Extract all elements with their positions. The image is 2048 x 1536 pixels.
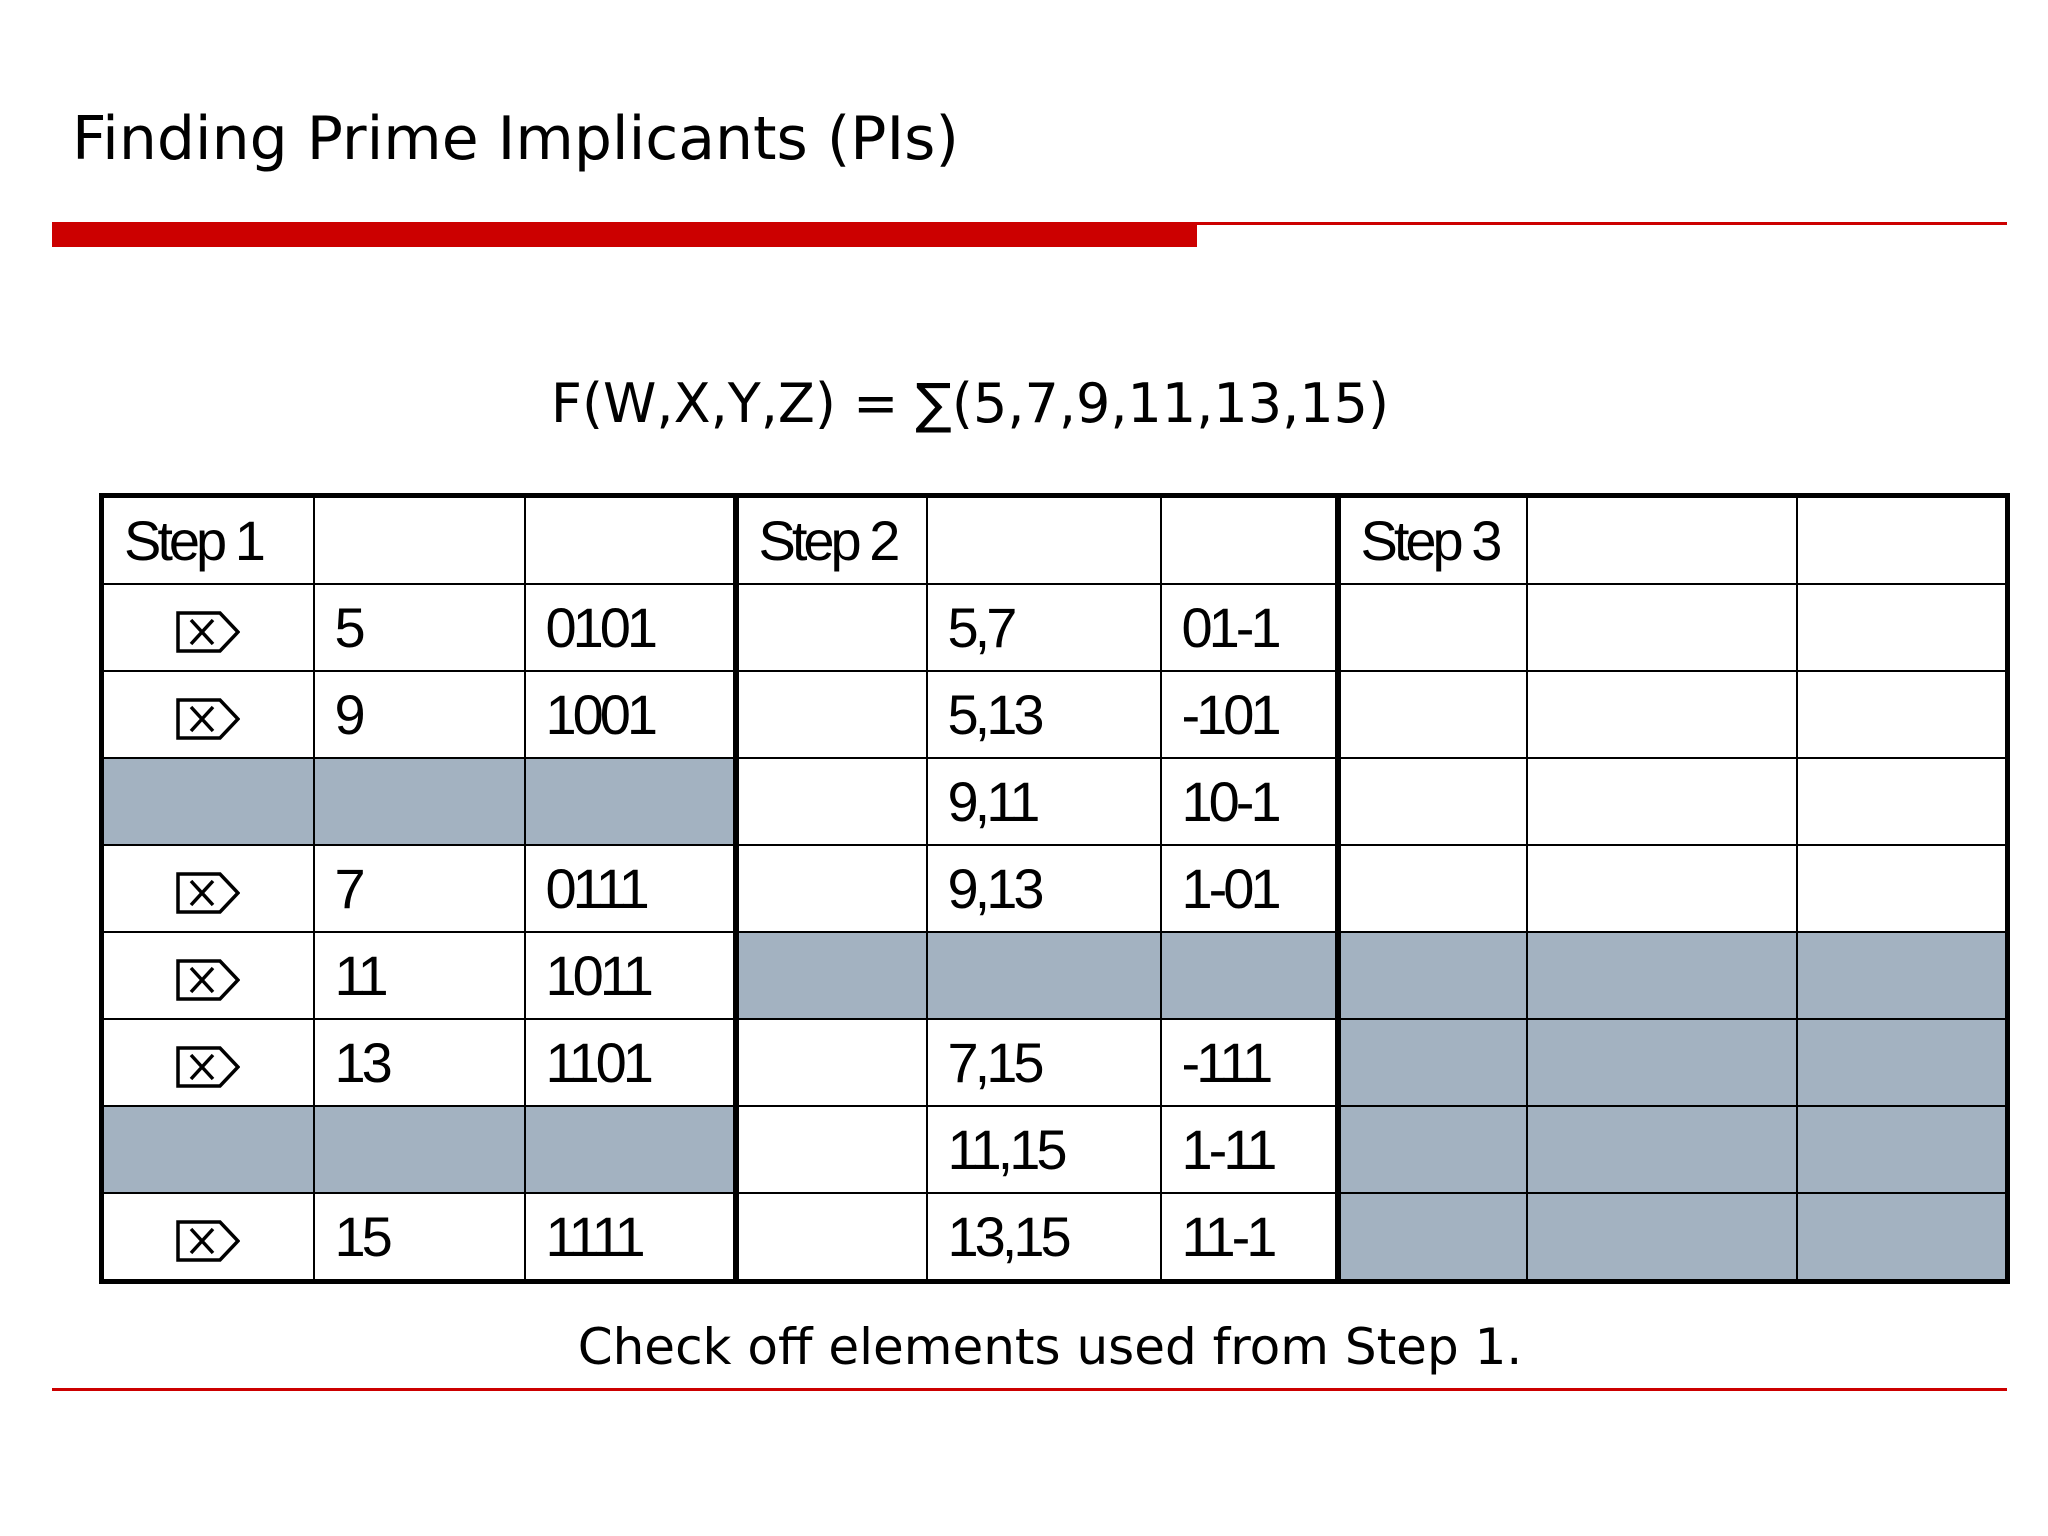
step2-pattern: 1-11 bbox=[1161, 1106, 1338, 1193]
step2-pattern: 10-1 bbox=[1161, 758, 1338, 845]
step3-cell bbox=[1797, 1019, 2008, 1106]
step3-cell bbox=[1338, 1019, 1527, 1106]
step2-mark-cell bbox=[736, 584, 927, 671]
step3-cell bbox=[1797, 932, 2008, 1019]
step2-pair: 5,7 bbox=[927, 584, 1161, 671]
step3-cell bbox=[1338, 1106, 1527, 1193]
title-underline-thin bbox=[1197, 222, 2007, 225]
checkbox-x-icon bbox=[176, 611, 240, 653]
prime-implicant-table bbox=[99, 493, 2010, 1284]
step3-cell bbox=[1797, 584, 2008, 671]
header-blank-cell bbox=[1161, 496, 1338, 585]
step3-header: Step 3 bbox=[1338, 496, 1527, 585]
step2-pattern: 11-1 bbox=[1161, 1193, 1338, 1282]
checkbox-x-icon bbox=[176, 698, 240, 740]
table-row bbox=[102, 1106, 2008, 1193]
step2-pattern: 01-1 bbox=[1161, 584, 1338, 671]
table-row bbox=[102, 1019, 2008, 1106]
step1-check-cell bbox=[102, 1193, 314, 1282]
step3-cell bbox=[1527, 845, 1797, 932]
header-blank-cell bbox=[1797, 496, 2008, 585]
step2-pair: 5,13 bbox=[927, 671, 1161, 758]
step3-cell bbox=[1527, 758, 1797, 845]
step1-minterm: 13 bbox=[314, 1019, 525, 1106]
step2-pattern: -111 bbox=[1161, 1019, 1338, 1106]
step3-cell bbox=[1797, 671, 2008, 758]
step1-binary: 1101 bbox=[525, 1019, 736, 1106]
footer-rule bbox=[52, 1388, 2007, 1391]
step3-cell bbox=[1797, 1106, 2008, 1193]
group-separator-cell bbox=[314, 1106, 525, 1193]
step2-pattern: 1-01 bbox=[1161, 845, 1338, 932]
step3-cell bbox=[1797, 845, 2008, 932]
group-separator-cell bbox=[102, 758, 314, 845]
group-separator-cell bbox=[1161, 932, 1338, 1019]
step2-mark-cell bbox=[736, 1019, 927, 1106]
step1-minterm: 5 bbox=[314, 584, 525, 671]
step1-binary: 0111 bbox=[525, 845, 736, 932]
checkbox-x-icon bbox=[176, 1220, 240, 1262]
checkbox-x-icon bbox=[176, 959, 240, 1001]
step1-minterm: 9 bbox=[314, 671, 525, 758]
step2-pair: 11,15 bbox=[927, 1106, 1161, 1193]
step2-mark-cell bbox=[736, 845, 927, 932]
checkbox-x-icon bbox=[176, 1046, 240, 1088]
slide-title: Finding Prime Implicants (PIs) bbox=[72, 104, 959, 174]
step3-cell bbox=[1797, 758, 2008, 845]
step3-cell bbox=[1338, 758, 1527, 845]
step3-cell bbox=[1527, 1193, 1797, 1282]
step1-binary: 1001 bbox=[525, 671, 736, 758]
step2-pair: 9,11 bbox=[927, 758, 1161, 845]
step3-cell bbox=[1527, 1106, 1797, 1193]
step2-header: Step 2 bbox=[736, 496, 927, 585]
table-row bbox=[102, 932, 2008, 1019]
header-blank-cell bbox=[314, 496, 525, 585]
group-separator-cell bbox=[102, 1106, 314, 1193]
group-separator-cell bbox=[525, 1106, 736, 1193]
step3-cell bbox=[1527, 932, 1797, 1019]
header-blank-cell bbox=[525, 496, 736, 585]
step3-cell bbox=[1338, 584, 1527, 671]
table-row bbox=[102, 758, 2008, 845]
step3-cell bbox=[1338, 845, 1527, 932]
step2-pair: 9,13 bbox=[927, 845, 1161, 932]
step1-check-cell bbox=[102, 845, 314, 932]
step2-pair: 7,15 bbox=[927, 1019, 1161, 1106]
step1-binary: 0101 bbox=[525, 584, 736, 671]
table-row bbox=[102, 671, 2008, 758]
step1-minterm: 15 bbox=[314, 1193, 525, 1282]
function-equation: F(W,X,Y,Z) = ∑(5,7,9,11,13,15) bbox=[550, 372, 1390, 435]
step3-cell bbox=[1338, 932, 1527, 1019]
group-separator-cell bbox=[927, 932, 1161, 1019]
step2-pair: 13,15 bbox=[927, 1193, 1161, 1282]
caption-text: Check off elements used from Step 1. bbox=[577, 1318, 1523, 1376]
checkbox-x-icon bbox=[176, 872, 240, 914]
table-row bbox=[102, 584, 2008, 671]
header-row bbox=[102, 496, 2008, 585]
step3-cell bbox=[1527, 1019, 1797, 1106]
header-blank-cell bbox=[1527, 496, 1797, 585]
step2-mark-cell bbox=[736, 1193, 927, 1282]
step3-cell bbox=[1338, 1193, 1527, 1282]
step1-check-cell bbox=[102, 932, 314, 1019]
table-row bbox=[102, 845, 2008, 932]
step3-cell bbox=[1338, 671, 1527, 758]
step3-cell bbox=[1797, 1193, 2008, 1282]
group-separator-cell bbox=[314, 758, 525, 845]
step1-check-cell bbox=[102, 671, 314, 758]
step1-minterm: 7 bbox=[314, 845, 525, 932]
table-row bbox=[102, 1193, 2008, 1282]
step2-mark-cell bbox=[736, 758, 927, 845]
step1-check-cell bbox=[102, 584, 314, 671]
step2-pattern: -101 bbox=[1161, 671, 1338, 758]
step1-header: Step 1 bbox=[102, 496, 314, 585]
step1-check-cell bbox=[102, 1019, 314, 1106]
header-blank-cell bbox=[927, 496, 1161, 585]
step1-binary: 1111 bbox=[525, 1193, 736, 1282]
step3-cell bbox=[1527, 671, 1797, 758]
step1-binary: 1011 bbox=[525, 932, 736, 1019]
step2-mark-cell bbox=[736, 671, 927, 758]
step3-cell bbox=[1527, 584, 1797, 671]
step1-minterm: 11 bbox=[314, 932, 525, 1019]
step2-mark-cell bbox=[736, 1106, 927, 1193]
group-separator-cell bbox=[525, 758, 736, 845]
title-underline-thick bbox=[52, 222, 1197, 247]
group-separator-cell bbox=[736, 932, 927, 1019]
